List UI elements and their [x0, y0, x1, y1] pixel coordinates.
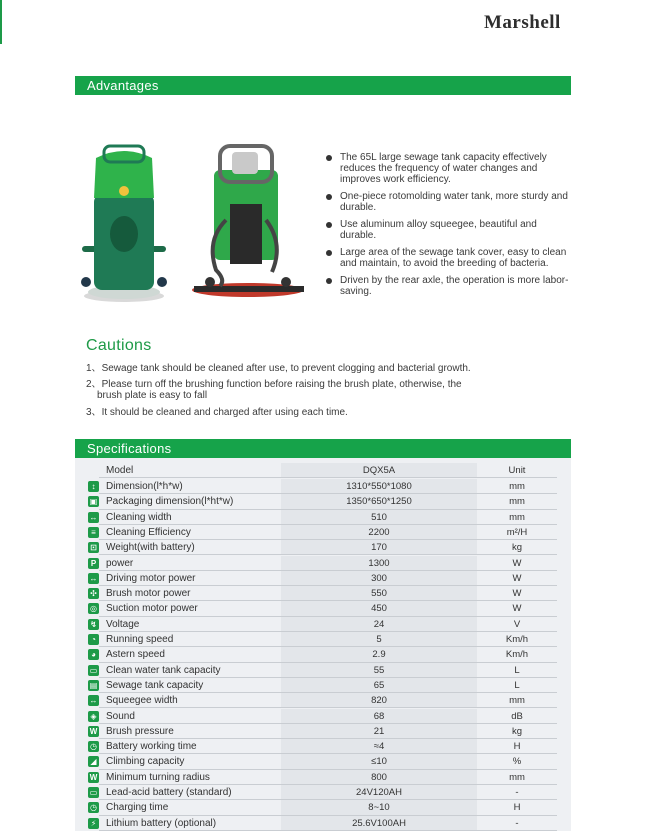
spec-value: 300 — [281, 571, 477, 586]
advantage-item — [323, 191, 571, 213]
caution-text: Please turn off the brushing function before raising the brush plate, otherwise, the — [101, 379, 462, 390]
spec-name: Clean water tank capacity — [99, 663, 281, 678]
cautions-title: Cautions — [86, 337, 152, 354]
specifications-header: Specifications — [75, 439, 571, 458]
spec-unit: W — [477, 556, 557, 571]
spec-unit: dB — [477, 709, 557, 724]
advantages-list — [323, 152, 571, 303]
spec-name: power — [99, 556, 281, 571]
driving-motor-icon: ↔ — [89, 573, 98, 583]
spec-value: 2.9 — [281, 647, 477, 662]
spec-unit: mm — [477, 494, 557, 509]
spec-name: Suction motor power — [99, 601, 281, 616]
caution-number: 3、 — [86, 407, 102, 418]
spec-value: 1300 — [281, 556, 477, 571]
table-row — [75, 693, 571, 708]
header-model-label: Model — [99, 463, 281, 478]
battery-time-icon: ◷ — [88, 741, 99, 752]
table-row — [75, 556, 571, 571]
spec-name: Driving motor power — [99, 571, 281, 586]
table-row — [75, 617, 571, 632]
bullet-icon — [326, 222, 332, 228]
spec-value: 5 — [281, 632, 477, 647]
table-row — [75, 785, 571, 800]
efficiency-icon: ≡ — [88, 527, 99, 538]
table-row — [75, 739, 571, 754]
spec-name: Dimension(l*h*w) — [99, 479, 281, 494]
table-row — [75, 525, 571, 540]
product-front-image — [74, 136, 174, 306]
advantage-item — [323, 219, 571, 241]
bullet-icon — [326, 155, 332, 161]
spec-value: 1310*550*1080 — [281, 479, 477, 494]
spec-value: 820 — [281, 693, 477, 708]
spec-value: 450 — [281, 601, 477, 616]
spec-value: 68 — [281, 709, 477, 724]
table-row — [75, 647, 571, 662]
spec-unit: % — [477, 754, 557, 769]
sound-icon: ◈ — [88, 711, 99, 722]
turning-radius-icon: W — [89, 772, 98, 782]
table-row — [75, 754, 571, 769]
advantage-item — [323, 152, 571, 185]
astern-speed-icon: ◕ — [88, 649, 99, 660]
spec-unit: - — [477, 816, 557, 831]
spec-name: Brush motor power — [99, 586, 281, 601]
spec-unit: kg — [477, 724, 557, 739]
spec-unit: H — [477, 800, 557, 815]
advantages-header: Advantages — [75, 76, 571, 95]
spec-value: ≤10 — [281, 754, 477, 769]
spec-unit: mm — [477, 770, 557, 785]
spec-name: Weight(with battery) — [99, 540, 281, 555]
table-header-row — [75, 463, 571, 478]
spec-value: 24 — [281, 617, 477, 632]
spec-name: Sound — [99, 709, 281, 724]
charging-time-icon: ◷ — [88, 802, 99, 813]
table-row — [75, 800, 571, 815]
spec-value: 800 — [281, 770, 477, 785]
caution-item-3 — [86, 407, 526, 418]
caution-text: It should be cleaned and charged after using each time. — [101, 407, 348, 418]
bullet-icon — [326, 194, 332, 200]
spec-value: 8~10 — [281, 800, 477, 815]
header-unit-label: Unit — [477, 463, 557, 478]
running-speed-icon: ◔ — [88, 634, 99, 645]
spec-name: Lithium battery (optional) — [99, 816, 281, 831]
bullet-icon — [326, 278, 332, 284]
spec-value: 21 — [281, 724, 477, 739]
caution-number: 1、 — [86, 363, 102, 374]
spec-unit: W — [477, 586, 557, 601]
spec-name: Lead-acid battery (standard) — [99, 785, 281, 800]
table-row — [75, 586, 571, 601]
advantage-text: Use aluminum alloy squeegee, beautiful and durable. — [340, 219, 537, 241]
squeegee-width-icon: ↔ — [89, 696, 98, 706]
table-row — [75, 678, 571, 693]
spec-name: Running speed — [99, 632, 281, 647]
spec-unit: Km/h — [477, 632, 557, 647]
spec-name: Cleaning width — [99, 510, 281, 525]
spec-unit: L — [477, 663, 557, 678]
table-row — [75, 816, 571, 831]
advantage-text: The 65L large sewage tank capacity effectively reduces the frequency of water changes and improves work efficiency. — [340, 152, 547, 185]
spec-value: 65 — [281, 678, 477, 693]
spec-name: Charging time — [99, 800, 281, 815]
specifications-table — [75, 458, 571, 831]
spec-name: Minimum turning radius — [99, 770, 281, 785]
spec-unit: - — [477, 785, 557, 800]
table-row — [75, 540, 571, 555]
spec-unit: mm — [477, 479, 557, 494]
table-row — [75, 709, 571, 724]
spec-name: Climbing capacity — [99, 754, 281, 769]
spec-unit: H — [477, 739, 557, 754]
product-back-image — [186, 140, 304, 302]
climbing-icon: ◢ — [88, 756, 99, 767]
table-row — [75, 770, 571, 785]
page-edge-rule — [0, 0, 2, 44]
spec-value: 2200 — [281, 525, 477, 540]
cleaning-width-icon: ↔ — [89, 512, 98, 522]
header-model-value: DQX5A — [281, 463, 477, 478]
spec-unit: mm — [477, 510, 557, 525]
table-row — [75, 601, 571, 616]
spec-value: ≈4 — [281, 739, 477, 754]
table-row — [75, 479, 571, 494]
caution-number: 2、 — [86, 379, 102, 390]
spec-unit: m²/H — [477, 525, 557, 540]
dimension-icon: ↕ — [88, 481, 99, 492]
lead-acid-battery-icon: ▭ — [89, 788, 98, 797]
spec-value: 55 — [281, 663, 477, 678]
advantage-item — [323, 247, 571, 269]
weight-icon: ⊡ — [88, 542, 99, 553]
spec-name: Sewage tank capacity — [99, 678, 281, 693]
voltage-icon: ↯ — [88, 619, 99, 630]
suction-motor-icon: ◎ — [88, 603, 99, 614]
brand-logo: Marshell — [484, 12, 561, 33]
packaging-icon: ▣ — [89, 497, 98, 507]
spec-value: 510 — [281, 510, 477, 525]
power-icon: P — [88, 558, 99, 569]
table-row — [75, 571, 571, 586]
spec-value: 1350*650*1250 — [281, 494, 477, 509]
spec-value: 24V120AH — [281, 785, 477, 800]
brush-motor-icon: ✣ — [88, 588, 99, 599]
spec-unit: mm — [477, 693, 557, 708]
spec-name: Packaging dimension(l*ht*w) — [99, 494, 281, 509]
spec-unit: V — [477, 617, 557, 632]
spec-value: 550 — [281, 586, 477, 601]
advantage-text: Large area of the sewage tank cover, easy to clean and maintain, to avoid the breeding of bacteria. — [340, 247, 567, 269]
table-row — [75, 494, 571, 509]
spec-name: Voltage — [99, 617, 281, 632]
spec-unit: kg — [477, 540, 557, 555]
spec-unit: L — [477, 678, 557, 693]
spec-unit: W — [477, 571, 557, 586]
spec-value: 170 — [281, 540, 477, 555]
spec-name: Brush pressure — [99, 724, 281, 739]
spec-unit: Km/h — [477, 647, 557, 662]
brush-pressure-icon: W — [89, 726, 98, 736]
lithium-battery-icon: ⚡ — [88, 818, 99, 829]
spec-name: Cleaning Efficiency — [99, 525, 281, 540]
bullet-icon — [326, 250, 332, 256]
caution-text-continued: brush plate is easy to fall — [97, 390, 208, 401]
spec-name: Battery working time — [99, 739, 281, 754]
spec-unit: W — [477, 601, 557, 616]
caution-text: Sewage tank should be cleaned after use, to prevent clogging and bacterial growth. — [101, 363, 471, 374]
clean-water-tank-icon: ▭ — [89, 665, 98, 675]
table-row — [75, 663, 571, 678]
table-row — [75, 724, 571, 739]
spec-name: Astern speed — [99, 647, 281, 662]
advantage-text: One-piece rotomolding water tank, more sturdy and durable. — [340, 191, 568, 213]
advantage-item — [323, 275, 571, 297]
sewage-tank-icon: ▤ — [89, 680, 98, 690]
spec-value: 25.6V100AH — [281, 816, 477, 831]
table-row — [75, 510, 571, 525]
table-row — [75, 632, 571, 647]
caution-item-2 — [86, 379, 526, 401]
spec-name: Squeegee width — [99, 693, 281, 708]
caution-item-1 — [86, 363, 526, 374]
advantage-text: Driven by the rear axle, the operation is more labor-saving. — [340, 275, 569, 297]
